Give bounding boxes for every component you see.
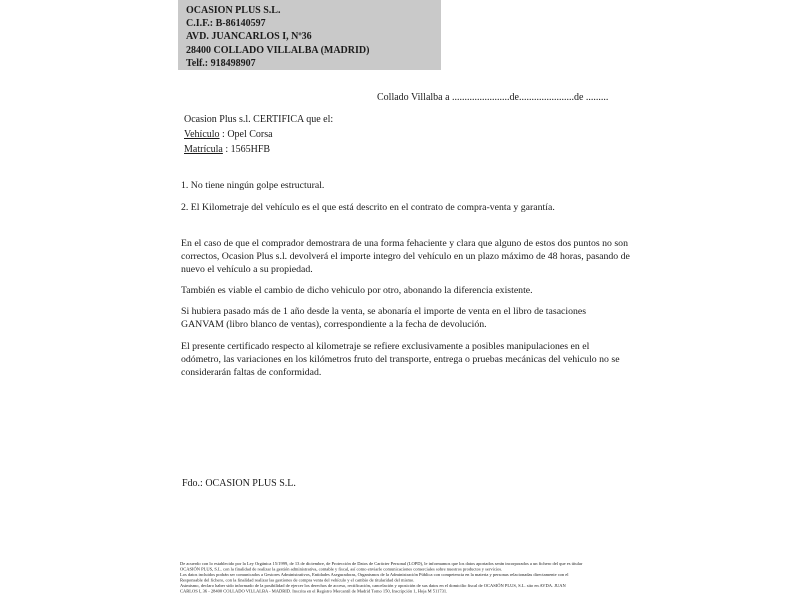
legal-fine-print-text xyxy=(180,561,622,594)
certified-point-2: 2. El Kilometraje del vehículo es el que está descrito en el contrato de compra-venta y garantía. xyxy=(181,202,555,213)
odometer-clause-paragraph: El presente certificado respecto al kilometraje se refiere exclusivamente a posibles manipulaciones en el odómetro, las variaciones en los kilómetros fruto del transporte, entrega o pruebas mecánicas del vehiculo no se considerarán faltas de conformidad. xyxy=(181,341,620,378)
plate-value: : 1565HFB xyxy=(225,144,271,155)
vehicle-row xyxy=(184,129,273,140)
legal-line-2: OCASIÓN PLUS, S.L. con la finalidad de realizar la gestión administrativa, contable y fiscal, así como enviarle comunicaciones comerciales sobre nuestros productos y servicios. xyxy=(180,566,503,572)
legal-line-6: CARLOS I, 36 - 28400 COLLADO VILLALBA - MADRID. Inscrita en el Registro Mercantil de Madrid Tomo 150, Inscripción 1, Hoja M 511731. xyxy=(180,588,448,594)
ganvam-clause-paragraph: Si hubiera pasado más de 1 año desde la venta, se abonaría el importe de venta en el libro de tasaciones GANVAM (libro blanco de ventas), correspondiente a la fecha de devolución. xyxy=(181,306,587,330)
vehicle-label: Vehículo xyxy=(184,129,220,140)
certification-intro: Ocasion Plus s.l. CERTIFICA que el: xyxy=(184,114,334,125)
legal-line-4: Responsable del fichero, con la finalidad realizar las gestiones de compra venta del vehículo y el cambio de titularidad del mismo. xyxy=(180,577,415,583)
certified-point-1: 1. No tiene ningún golpe estructural. xyxy=(181,180,325,191)
company-cif: C.I.F.: B-86140597 xyxy=(186,18,266,30)
company-name: OCASION PLUS S.L. xyxy=(186,5,281,16)
company-city: 28400 COLLADO VILLALBA (MADRID) xyxy=(186,44,370,56)
company-letterhead xyxy=(178,0,441,70)
legal-fine-print xyxy=(180,561,622,597)
signature-line: Fdo.: OCASION PLUS S.L. xyxy=(182,478,296,489)
exchange-clause-paragraph: También es viable el cambio de dicho vehiculo por otro, abonando la diferencia existente. xyxy=(181,285,533,296)
legal-line-3: Los datos incluidos podrán ser comunicados a Gestores Administrativos, Entidades Aseguradoras, Organismos de la Administración Pública con competencia en la materia y personas relacionadas directamente con el xyxy=(180,572,569,577)
company-address: AVD. JUANCARLOS I, Nº36 xyxy=(186,31,312,43)
date-fill-in-line: Collado Villalba a .......................de......................de ......... xyxy=(377,92,609,103)
legal-line-1: De acuerdo con lo establecido por la Ley Orgánica 15/1999, de 13 de diciembre, de Protección de Datos de Carácter Personal (LOPD), le informamos que los datos aportados serán incorporados a un fichero del que es titular xyxy=(180,561,583,566)
plate-row xyxy=(184,144,270,155)
legal-line-5: Asimismo, declaro haber sido informado de la posibilidad de ejercer los derechos de acceso, rectificación, cancelación y oposición de sus datos en el domicilio fiscal de OCASIÓN PLUS, S.L. sito en AVDA. JUAN xyxy=(180,583,566,588)
company-phone: Telf.: 918498907 xyxy=(186,57,256,69)
plate-label: Matrícula xyxy=(184,144,223,155)
refund-clause-paragraph: En el caso de que el comprador demostrara de una forma fehaciente y clara que alguno de estos dos puntos no son correctos, Ocasion Plus s.l. devolverá el importe integro del vehículo en un plazo máximo de 48 horas, pasando de nuevo el vehículo a su propiedad. xyxy=(181,238,630,275)
vehicle-value: : Opel Corsa xyxy=(222,129,273,140)
